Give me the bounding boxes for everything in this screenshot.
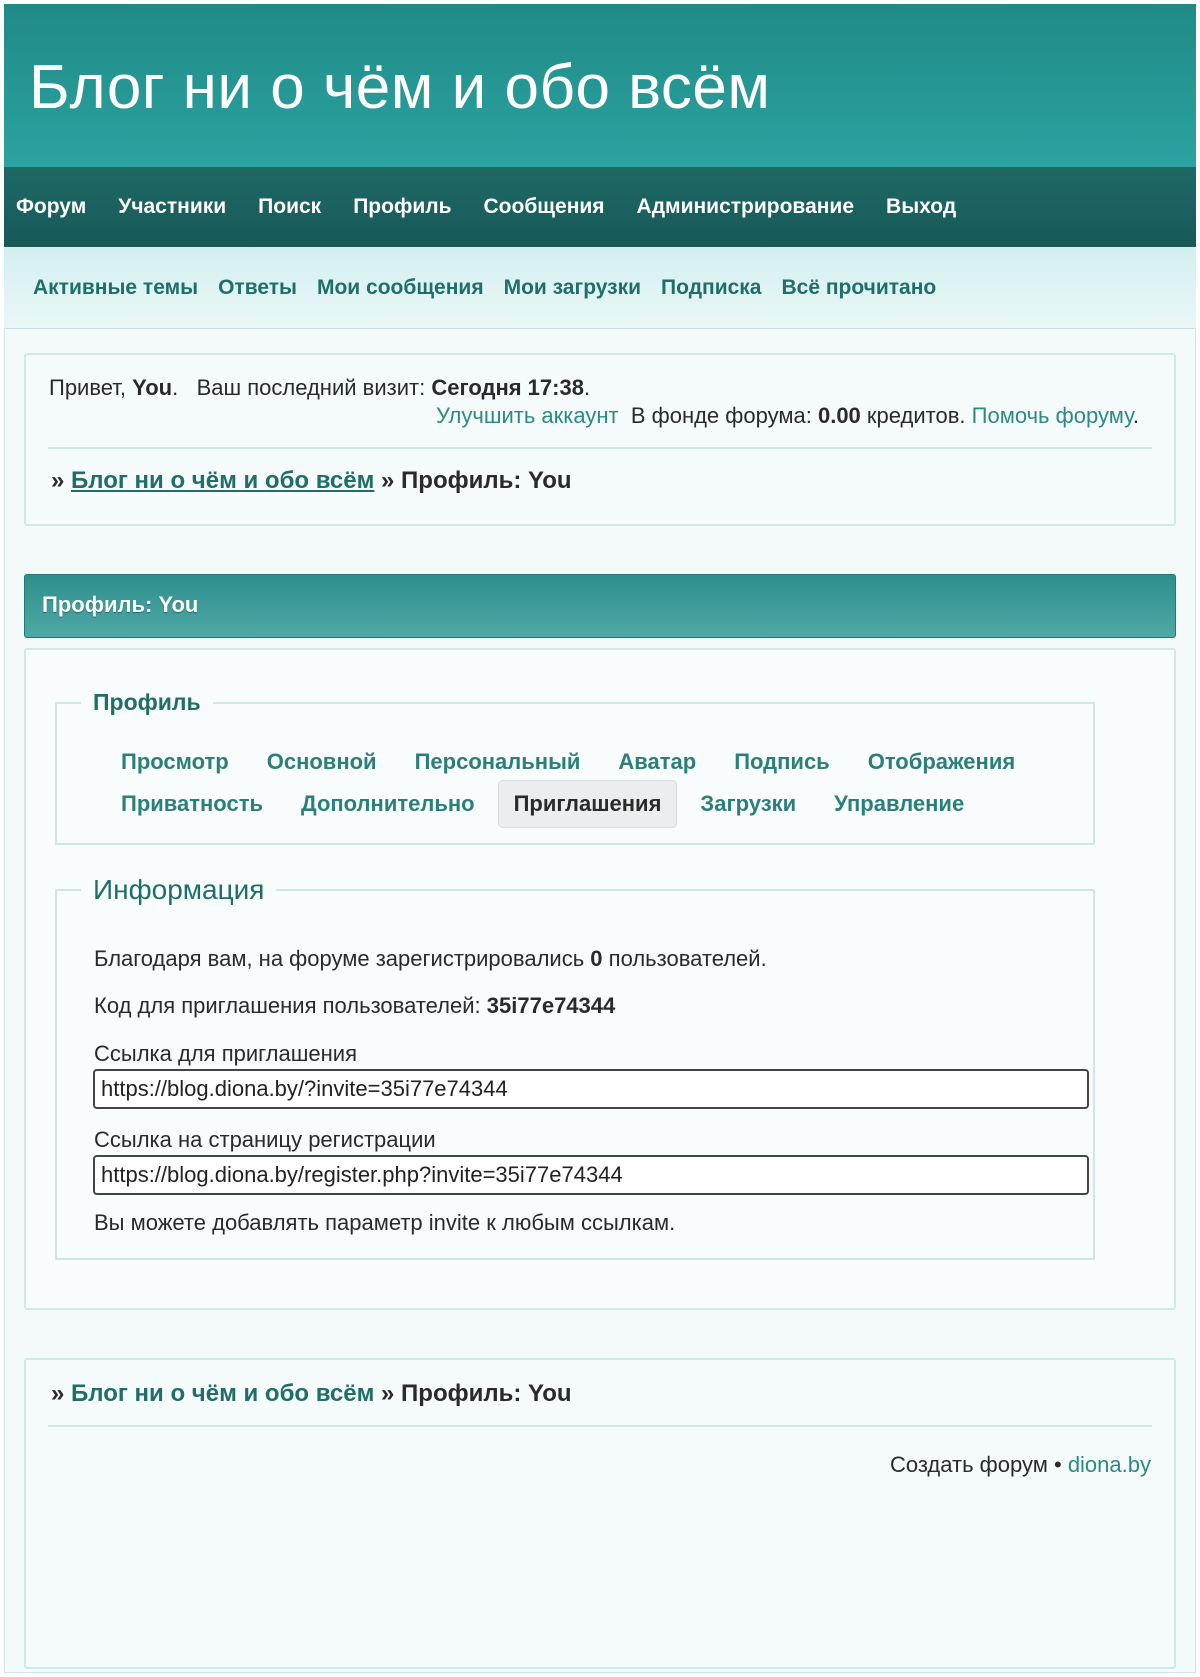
- nav-members[interactable]: Участники: [118, 195, 227, 218]
- diona-link[interactable]: diona.by: [1067, 1452, 1151, 1477]
- tab-privacy[interactable]: Приватность: [121, 791, 263, 816]
- tab-invitations[interactable]: Приглашения: [498, 780, 678, 828]
- greeting-text: Привет,: [49, 375, 127, 400]
- subnav-replies[interactable]: Ответы: [218, 275, 297, 299]
- footer-breadcrumb-forum-link[interactable]: Блог ни о чём и обо всём: [71, 1380, 375, 1407]
- subnav-subscription[interactable]: Подписка: [661, 275, 762, 299]
- divider: [48, 447, 1152, 449]
- registered-post: пользователей.: [608, 946, 767, 971]
- breadcrumb-sep: »: [51, 467, 65, 494]
- sub-nav: [4, 247, 1196, 329]
- profile-legend: Профиль: [93, 689, 201, 715]
- greeting-end: .: [172, 375, 179, 400]
- tab-signature[interactable]: Подпись: [734, 749, 830, 774]
- help-forum-link[interactable]: Помочь форуму: [971, 403, 1133, 428]
- invite-note: Вы можете добавлять параметр invite к любым ссылкам.: [94, 1210, 676, 1235]
- nav-admin[interactable]: Администрирование: [636, 195, 855, 218]
- fund-value: 0.00: [817, 403, 861, 428]
- fund-label: В фонде форума:: [630, 403, 812, 428]
- subnav-mark-all-read[interactable]: Всё прочитано: [781, 275, 937, 299]
- profile-fieldset: [55, 689, 1095, 845]
- invite-code-text: [94, 993, 615, 1019]
- last-visit-label: Ваш последний визит:: [196, 375, 426, 400]
- tab-view[interactable]: Просмотр: [121, 749, 229, 774]
- footer-bullet: •: [1053, 1452, 1062, 1477]
- fund-unit: кредитов.: [866, 403, 966, 428]
- footer-breadcrumb-current: Профиль: You: [401, 1380, 572, 1407]
- last-visit-value: Сегодня 17:38: [431, 375, 584, 400]
- invite-code-value: 35i77e74344: [486, 993, 616, 1018]
- footer-box: [24, 1358, 1176, 1669]
- profile-tabs: [106, 743, 1066, 823]
- site-header: [4, 4, 1196, 167]
- welcome-box: [24, 353, 1176, 526]
- registered-count: 0: [590, 946, 603, 971]
- breadcrumb-sep: »: [381, 467, 395, 494]
- site-title[interactable]: Блог ни о чём и обо всём: [29, 53, 771, 122]
- subnav-my-uploads[interactable]: Мои загрузки: [503, 275, 642, 299]
- breadcrumb-current: Профиль: You: [401, 467, 572, 494]
- nav-profile[interactable]: Профиль: [353, 195, 452, 218]
- invite-link-label: Ссылка для приглашения: [94, 1041, 357, 1066]
- nav-search[interactable]: Поиск: [258, 195, 322, 218]
- footer-divider: [48, 1425, 1152, 1427]
- help-end: .: [1132, 403, 1139, 428]
- breadcrumb: [51, 467, 572, 495]
- panel-title: Профиль: You: [42, 592, 199, 617]
- panel-header: [24, 574, 1176, 638]
- register-link-input[interactable]: [93, 1155, 1089, 1195]
- register-link-label: Ссылка на страницу регистрации: [94, 1127, 436, 1152]
- info-legend: Информация: [93, 874, 265, 905]
- tab-avatar[interactable]: Аватар: [618, 749, 697, 774]
- nav-messages[interactable]: Сообщения: [483, 195, 605, 218]
- create-forum-label: Создать форум: [889, 1452, 1048, 1477]
- tab-uploads[interactable]: Загрузки: [700, 791, 797, 816]
- breadcrumb-sep: »: [381, 1380, 395, 1407]
- footer-credit: [890, 1452, 1151, 1478]
- subnav-my-posts[interactable]: Мои сообщения: [316, 275, 484, 299]
- nav-forum[interactable]: Форум: [16, 195, 87, 218]
- tab-additional[interactable]: Дополнительно: [301, 791, 475, 816]
- info-fieldset: [55, 874, 1095, 1260]
- upgrade-account-link[interactable]: Улучшить аккаунт: [436, 403, 619, 428]
- breadcrumb-sep: »: [51, 1380, 65, 1407]
- fund-line: [436, 403, 1139, 429]
- username: You: [132, 375, 173, 400]
- invite-link-input[interactable]: [93, 1069, 1089, 1109]
- registered-pre: Благодаря вам, на форуме зарегистрировались: [94, 946, 585, 971]
- main-nav: [4, 167, 1196, 247]
- footer-breadcrumb: [51, 1380, 572, 1408]
- tab-personal[interactable]: Персональный: [414, 749, 581, 774]
- welcome-line: [49, 375, 590, 401]
- registered-count-text: [94, 946, 767, 972]
- subnav-active-topics[interactable]: Активные темы: [33, 275, 199, 299]
- tab-management[interactable]: Управление: [834, 791, 965, 816]
- tab-basic[interactable]: Основной: [266, 749, 377, 774]
- tab-display[interactable]: Отображения: [867, 749, 1016, 774]
- breadcrumb-forum-link[interactable]: Блог ни о чём и обо всём: [71, 467, 375, 494]
- nav-logout[interactable]: Выход: [886, 195, 957, 218]
- last-visit-end: .: [583, 375, 591, 400]
- invite-code-label: Код для приглашения пользователей:: [94, 993, 481, 1018]
